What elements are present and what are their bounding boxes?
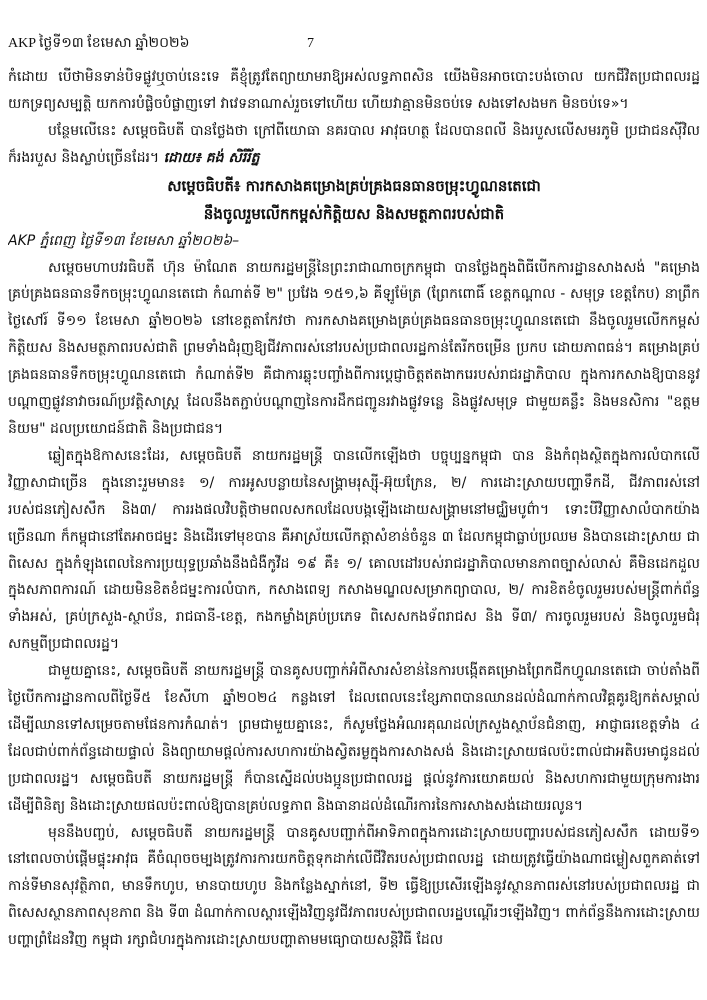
previous-article-text: បន្ថែមលើនេះ សម្ដេចធិបតី បានថ្លែងថា ក្រៅពីយោធា នគរបាល អាវុធហត្ថ ដែលបានពលី និងរបួសលើសមរភូមិ ប្រជាជនស៊ីវិល ក៏រងរបួស និងស្លាប់ច្រើនដែរ។ — [8, 122, 700, 166]
previous-article-paragraph — [8, 118, 700, 172]
page-number: 7 — [307, 36, 314, 51]
article-dateline: AKP ភ្នំពេញ ថ្ងៃទី១៣ ខែមេសា ឆ្នាំ២០២៦– — [8, 232, 240, 249]
byline: ដោយ៖ គង់ សិរីរ័ត្ន — [163, 149, 260, 166]
running-header: AKP ថ្ងៃទី១៣ ខែមេសា ឆ្នាំ២០២៦ — [8, 36, 190, 51]
article-paragraph: សម្ដេចមហាបវរធិបតី ហ៊ុន ម៉ាណែត នាយករដ្ឋមន្ត្រីនៃព្រះរាជាណាចក្រកម្ពុជា បានថ្លែងក្នុងពិធីបើកការដ្ឋានសាងសង់ "គម្រោងគ្រប់គ្រងធនធានទឹកចម្រុះហ្វូណនតេជោ កំណាត់ទី ២" ប្រវែង ១៥១,៦ គីឡូម៉ែត្រ (ព្រែកពោធិ៍ ខេត្តកណ្ដាល - សមុទ្រ ខេត្តកែប) នាព្រឹកថ្ងៃសៅរ៍ ទី១១ ខែមេសា ឆ្នាំ២០២៦ នៅខេត្តតាកែវថា ការកសាងគម្រោងគ្រប់គ្រងធនធានចម្រុះហ្វូណនតេជោ នឹងចូលរួមលើកកម្ពស់កិត្តិយស និងសមត្ថភាពរបស់ជាតិ ព្រមទាំងជំរុញឱ្យជីវភាពរស់នៅរបស់ប្រជាពលរដ្ឋកាន់តែរីកចម្រើន ប្រកប ដោយភាពធន់។ គម្រោងគ្រប់គ្រងធនធានទឹកចម្រុះហ្វូណនតេជោ កំណាត់ទី២ គឺជាការឆ្លុះបញ្ចាំងពីការប្ដេជ្ញាចិត្តឥតងាករេរបស់រាជរដ្ឋាភិបាល ក្នុងការកសាងឱ្យបាននូវបណ្ដាញផ្លូវនាវាចរណ៍ប្រវត្តិសាស្ត្រ ដែលនឹងតភ្ជាប់បណ្ដាញនៃការដឹកជញ្ជូនរវាងផ្លូវទន្លេ និងផ្លូវសមុទ្រ ជាមួយគន្លឹះ និងមនសិការ "ឧត្ដមនិយម" ដលប្រយោជន៍ជាតិ និងប្រជាជន។ — [8, 259, 700, 437]
article-paragraph: ជាមួយគ្នានេះ, សម្ដេចធិបតី នាយករដ្ឋមន្ត្រី បានគូសបញ្ជាក់អំពីសារសំខាន់នៃការបង្កើតគម្រោងព្រែកជីកហ្វូណនតេជោ ចាប់តាំងពីថ្ងៃបើកការដ្ឋានកាលពីថ្ងៃទី៥ ខែសីហា ឆ្នាំ២០២៤ កន្លងទៅ ដែលពេលនេះខ្សែភាពបានឈានដល់ដំណាក់កាលវិគ្គគូរឱ្យកត់សម្គាល់ ដើម្បីឈានទៅសម្រេចតាមផែនការកំណត់។ ព្រមជាមួយគ្នានេះ, ក៏សូមថ្លែងអំណរគុណដល់ក្រសួងស្ថាប័នជំនាញ, អាជ្ញាធរខេត្តទាំង ៤ ដែលជាប់ពាក់ព័ន្ធដោយផ្ទាល់ និងព្យាយាមផ្ដល់ការសហការយ៉ាងស្វិតរម្ងក្នុងការសាងសង់ និងដោះស្រាយផលប៉ះពាល់ជាអតិបរមាជូនដល់ប្រជាពលរដ្ឋ។ សម្ដេចធិបតី នាយករដ្ឋមន្ត្រី ក៏បានស្នើដល់បងប្អូនប្រជាពលរដ្ឋ ផ្ដល់នូវការយោគយល់ និងសហការជាមួយក្រុមការងារ ដើម្បីពិនិត្យ និងដោះស្រាយផលប៉ះពាល់ឱ្យបានគ្រប់លទ្ធភាព និងធានាដល់ដំណើរការនៃការសាងសង់ដោយរលូន។ — [8, 663, 700, 814]
page-body — [8, 64, 700, 1000]
article-title-line-1: សម្ដេចធិបតី៖ ការកសាងគម្រោងគ្រប់គ្រងធនធានចម្រុះហ្វូណនតេជោ — [167, 176, 541, 195]
article-paragraph: មុននឹងបញ្ចប់, សម្ដេចធិបតី នាយករដ្ឋមន្ត្រី បានគូសបញ្ជាក់ពីអាទិភាពក្នុងការដោះស្រាយបញ្ហារបស់ជនភៀសសឹក ដោយទី១ នៅពេលចាប់ផ្ដើមផ្ទុះអាវុធ គឺចំណុចចម្បងត្រូវការការយកចិត្តទុកដាក់លើជីវិតរបស់ប្រជាពលរដ្ឋ ដោយត្រូវធ្វើយ៉ាងណាជម្លៀសពួកគាត់ទៅកាន់ទីមានសុវត្ថិភាព, មានទឹកហូប, មានបាយហូប និងកន្លែងស្នាក់នៅ, ទី២ ធ្វើឱ្យប្រសើរឡើងនូវស្ថានភាពរស់នៅរបស់ប្រជាពលរដ្ឋ ជាពិសេសស្ថានភាពសុខភាព និង ទី៣ ដំណាក់កាលស្ដារឡើងវិញនូវជីវភាពរបស់ប្រជាពលរដ្ឋបណ្ដើរៗឡើងវិញ។ ពាក់ព័ន្ធនឹងការដោះស្រាយបញ្ហាព្រំដែនវិញ កម្ពុជា រក្សាជំហរក្នុងការដោះស្រាយបញ្ហាតាមមធ្យោបាយសន្តិវិធី ដែល — [8, 824, 700, 949]
article-title-line-2: នឹងចូលរួមលើកកម្ពស់កិត្តិយស និងសមត្ថភាពរបស់ជាតិ — [203, 204, 505, 223]
previous-article-paragraph: កំដោយ បើថាមិនទាន់បិទផ្លូវឬចាប់នេះទេ គឺខ្ញុំត្រូវតែព្យាយាមរាឱ្យអស់លទ្ធភាពសិន យើងមិនអាចបោះបង់ចោល យកជីវិតប្រជាពលរដ្ឋ យកទ្រព្យសម្បត្តិ យកការបំផ្លិចបំផ្លាញទៅ វាវេទនាណាស់រួចទៅហើយ ហើយវាគ្មានមិនចប់ទេ សងទៅសងមក មិនចប់ទេ»។ — [8, 69, 700, 112]
article-paragraph: ឆ្លៀតក្នុងឱកាសនេះដែរ, សម្ដេចធិបតី នាយករដ្ឋមន្ត្រី បានលើកឡើងថា បច្ចុប្បន្នកម្ពុជា បាន និងកំពុងស្ថិតក្នុងការលំបាកលើវិញ្ញាសាជាច្រើន ក្នុងនោះរួមមាន៖ ១/ ការអូសបន្លាយនៃសង្គ្រាមរុស្ស៊ី-អ៊ុយក្រែន, ២/ ការដោះស្រាយបញ្ហាទឹកដី, ជីវភាពរស់នៅរបស់ជនភៀសសឹក និង៣/ ការរងផលវិបត្តិថាមពលសកលដែលបង្កឡើងដោយសង្គ្រាមនៅមជ្ឈិមបូព៌ា។ ទោះបីវិញ្ញាសាលំបាកយ៉ាងច្រើនណា ក៏កម្ពុជានៅតែអាចជម្នះ និងដើរទៅមុខបាន គឺអាស្រ័យលើកត្តាសំខាន់ចំនួន ៣ ដែលកម្ពុជាធ្លាប់ប្រឈម និងបានដោះស្រាយ ជាពិសេស ក្នុងកំឡុងពេលនៃការប្រយុទ្ធប្រឆាំងនឹងជំងឺកូវីដ ១៩ គឺ៖ ១/ គោលដៅរបស់រាជរដ្ឋាភិបាលមានភាពច្បាស់លាស់ គឺមិនដេកដួលក្នុងសភាពការណ៍ ដោយមិនខិតខំជម្នះការលំបាក, កសាងពេទ្យ កសាងមណ្ឌលសម្រាកព្យាបាល, ២/ ការខិតខំចូលរួមរបស់មន្ត្រីពាក់ព័ន្ធទាំងអស់, គ្រប់ក្រសួង-ស្ថាប័ន, រាជធានី-ខេត្ត, កងកម្លាំងគ្រប់ប្រភេទ ពិសេសកងទ័ពរាជស និង ទី៣/ ការចូលរួមរបស់ និងចូលរួមជំរុសកម្មពីប្រជាពលរដ្ឋ។ — [8, 447, 700, 653]
